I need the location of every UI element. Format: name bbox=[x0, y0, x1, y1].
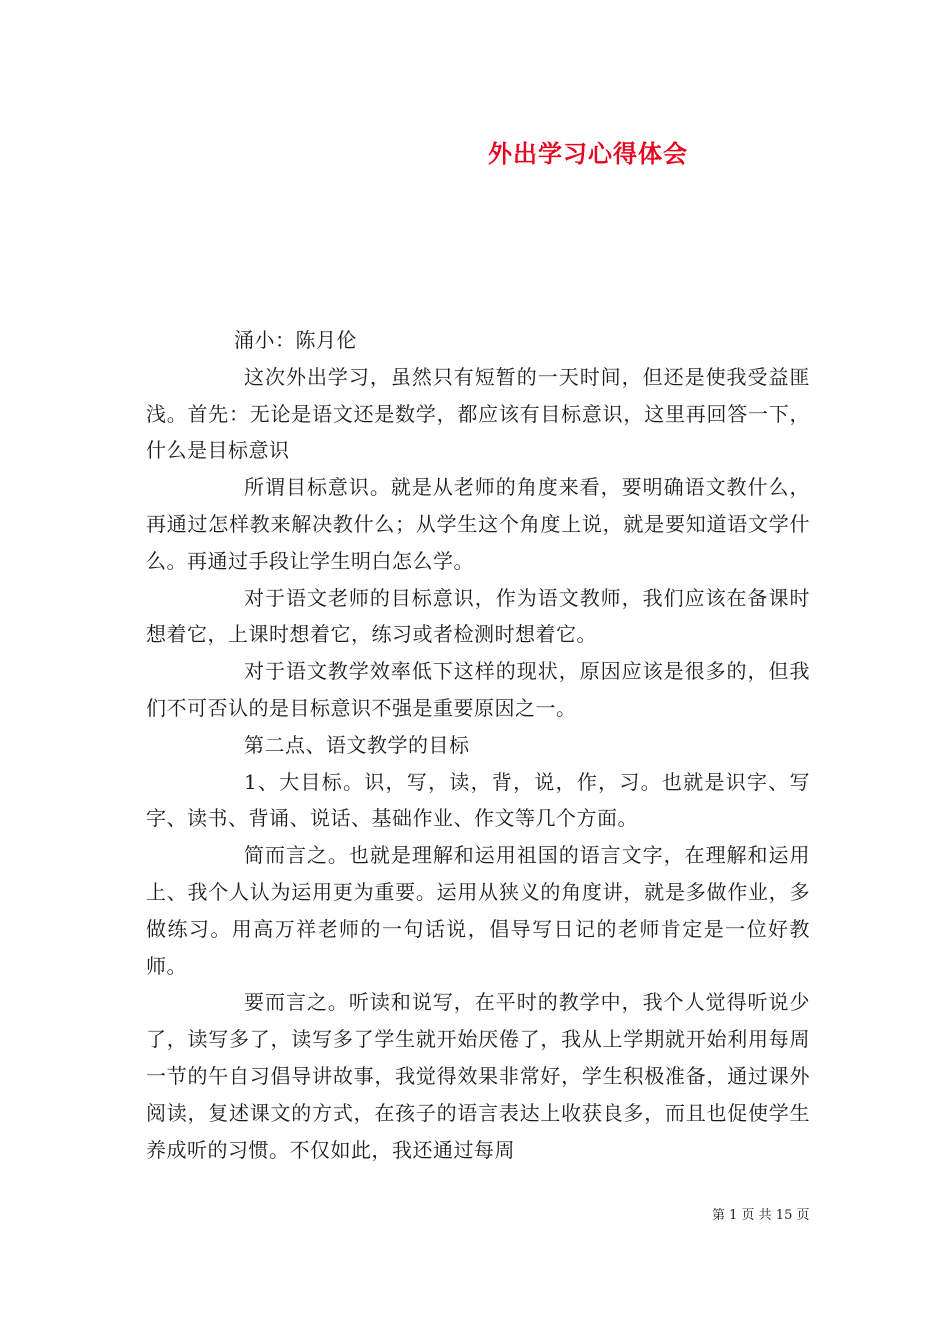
paragraph-2: 所谓目标意识。就是从老师的角度来看，要明确语文教什么，再通过怎样教来解决教什么；从学生这个角度上说，就是要知道语文学什么。再通过手段让学生明白怎么学。 bbox=[146, 475, 810, 573]
section-heading-2: 第二点、语文教学的目标 bbox=[244, 732, 470, 757]
document-title: 外出学习心得体会 bbox=[488, 139, 688, 168]
paragraph-3: 对于语文老师的目标意识，作为语文教师，我们应该在备课时想着它，上课时想着它，练习或者检测时想着它。 bbox=[146, 585, 810, 647]
document-body bbox=[146, 322, 810, 1168]
paragraph-7: 简而言之。也就是理解和运用祖国的语言文字，在理解和运用上、我个人认为运用更为重要。运用从狭义的角度讲，就是多做作业，多做练习。用高万祥老师的一句话说，倡导写日记的老师肯定是一位好教师。 bbox=[146, 843, 810, 978]
author-line: 涌小：陈月伦 bbox=[234, 328, 357, 352]
paragraph-4: 对于语文教学效率低下这样的现状，原因应该是很多的，但我们不可否认的是目标意识不强是重要原因之一。 bbox=[146, 659, 810, 720]
paragraph-1: 这次外出学习，虽然只有短暂的一天时间，但还是使我受益匪浅。首先：无论是语文还是数学，都应该有目标意识，这里再回答一下，什么是目标意识 bbox=[146, 364, 810, 463]
paragraph-6: 1、大目标。识，写，读，背，说，作，习。也就是识字、写字、读书、背诵、说话、基础作业、作文等几个方面。 bbox=[146, 769, 810, 831]
page-number-footer: 第 1 页 共 15 页 bbox=[712, 1208, 810, 1223]
paragraph-8: 要而言之。听读和说写，在平时的教学中，我个人觉得听说少了，读写多了，读写多了学生就开始厌倦了，我从上学期就开始利用每周一节的午自习倡导讲故事，我觉得效果非常好，学生积极准备，通过课外阅读，复述课文的方式，在孩子的语言表达上收获良多，而且也促使学生养成听的习惯。不仅如此，我还通过每周 bbox=[146, 990, 810, 1162]
